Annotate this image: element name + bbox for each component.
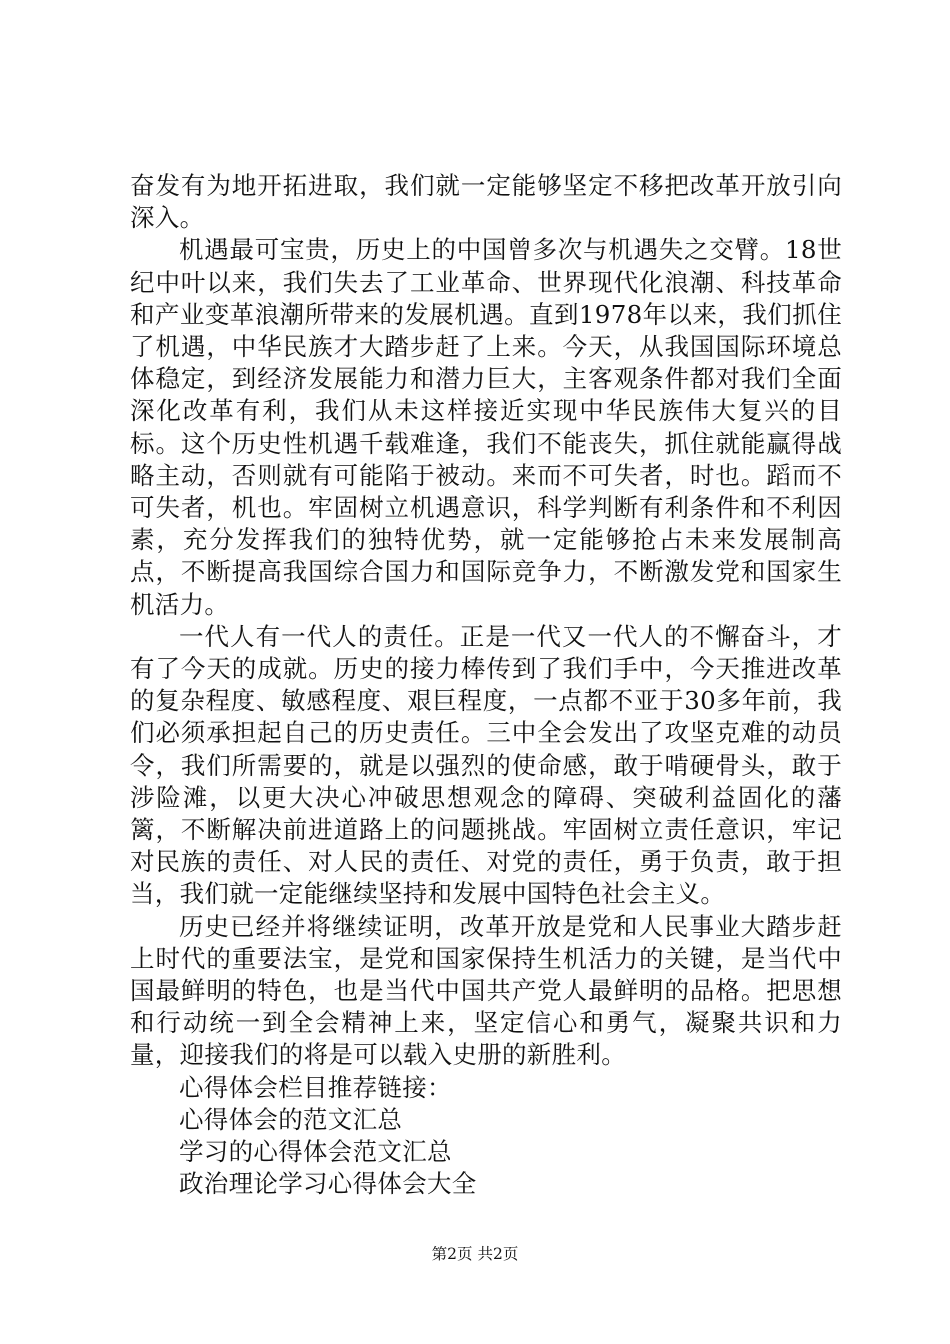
paragraph-continuation: 奋发有为地开拓进取，我们就一定能够坚定不移把改革开放引向深入。 <box>130 171 842 233</box>
recommended-links-heading: 心得体会栏目推荐链接： <box>179 1072 452 1102</box>
recommended-links-list <box>130 1072 842 1201</box>
link-political-theory-essays[interactable]: 政治理论学习心得体会大全 <box>179 1169 477 1199</box>
paragraph-opportunity: 机遇最可宝贵，历史上的中国曾多次与机遇失之交臂。18世纪中叶以来，我们失去了工业革命、世界现代化浪潮、科技革命和产业变革浪潮所带来的发展机遇。直到1978年以来，我们抓住了机遇，中华民族才大踏步赶了上来。今天，从我国国际环境总体稳定，到经济发展能力和潜力巨大，主客观条件都对我们全面深化改革有利，我们从未这样接近实现中华民族伟大复兴的目标。这个历史性机遇千载难逢，我们不能丧失，抓住就能赢得战略主动，否则就有可能陷于被动。来而不可失者，时也。蹈而不可失者，机也。牢固树立机遇意识，科学判断有利条件和不利因素，充分发挥我们的独特优势，就一定能够抢占未来发展制高点，不断提高我国综合国力和国际竞争力，不断激发党和国家生机活力。 <box>130 235 842 619</box>
paragraph-conclusion: 历史已经并将继续证明，改革开放是党和人民事业大踏步赶上时代的重要法宝，是党和国家保持生机活力的关键，是当代中国最鲜明的特色，也是当代中国共产党人最鲜明的品格。把思想和行动统一到全会精神上来，坚定信心和勇气，凝聚共识和力量，迎接我们的将是可以载入史册的新胜利。 <box>130 911 842 1070</box>
paragraph-responsibility: 一代人有一代人的责任。正是一代又一代人的不懈奋斗，才有了今天的成就。历史的接力棒传到了我们手中，今天推进改革的复杂程度、敏感程度、艰巨程度，一点都不亚于30多年前，我们必须承担起自己的历史责任。三中全会发出了攻坚克难的动员令，我们所需要的，就是以强烈的使命感，敢于啃硬骨头，敢于涉险滩，以更大决心冲破思想观念的障碍、突破利益固化的藩篱，不断解决前进道路上的问题挑战。牢固树立责任意识，牢记对民族的责任、对人民的责任、对党的责任，勇于负责，敢于担当，我们就一定能继续坚持和发展中国特色社会主义。 <box>130 621 842 909</box>
document-body <box>130 170 842 1201</box>
link-study-essay-collection[interactable]: 学习的心得体会范文汇总 <box>179 1137 452 1167</box>
link-essay-collection[interactable]: 心得体会的范文汇总 <box>179 1104 403 1134</box>
page-footer: 第2页 共2页 <box>431 1245 519 1263</box>
